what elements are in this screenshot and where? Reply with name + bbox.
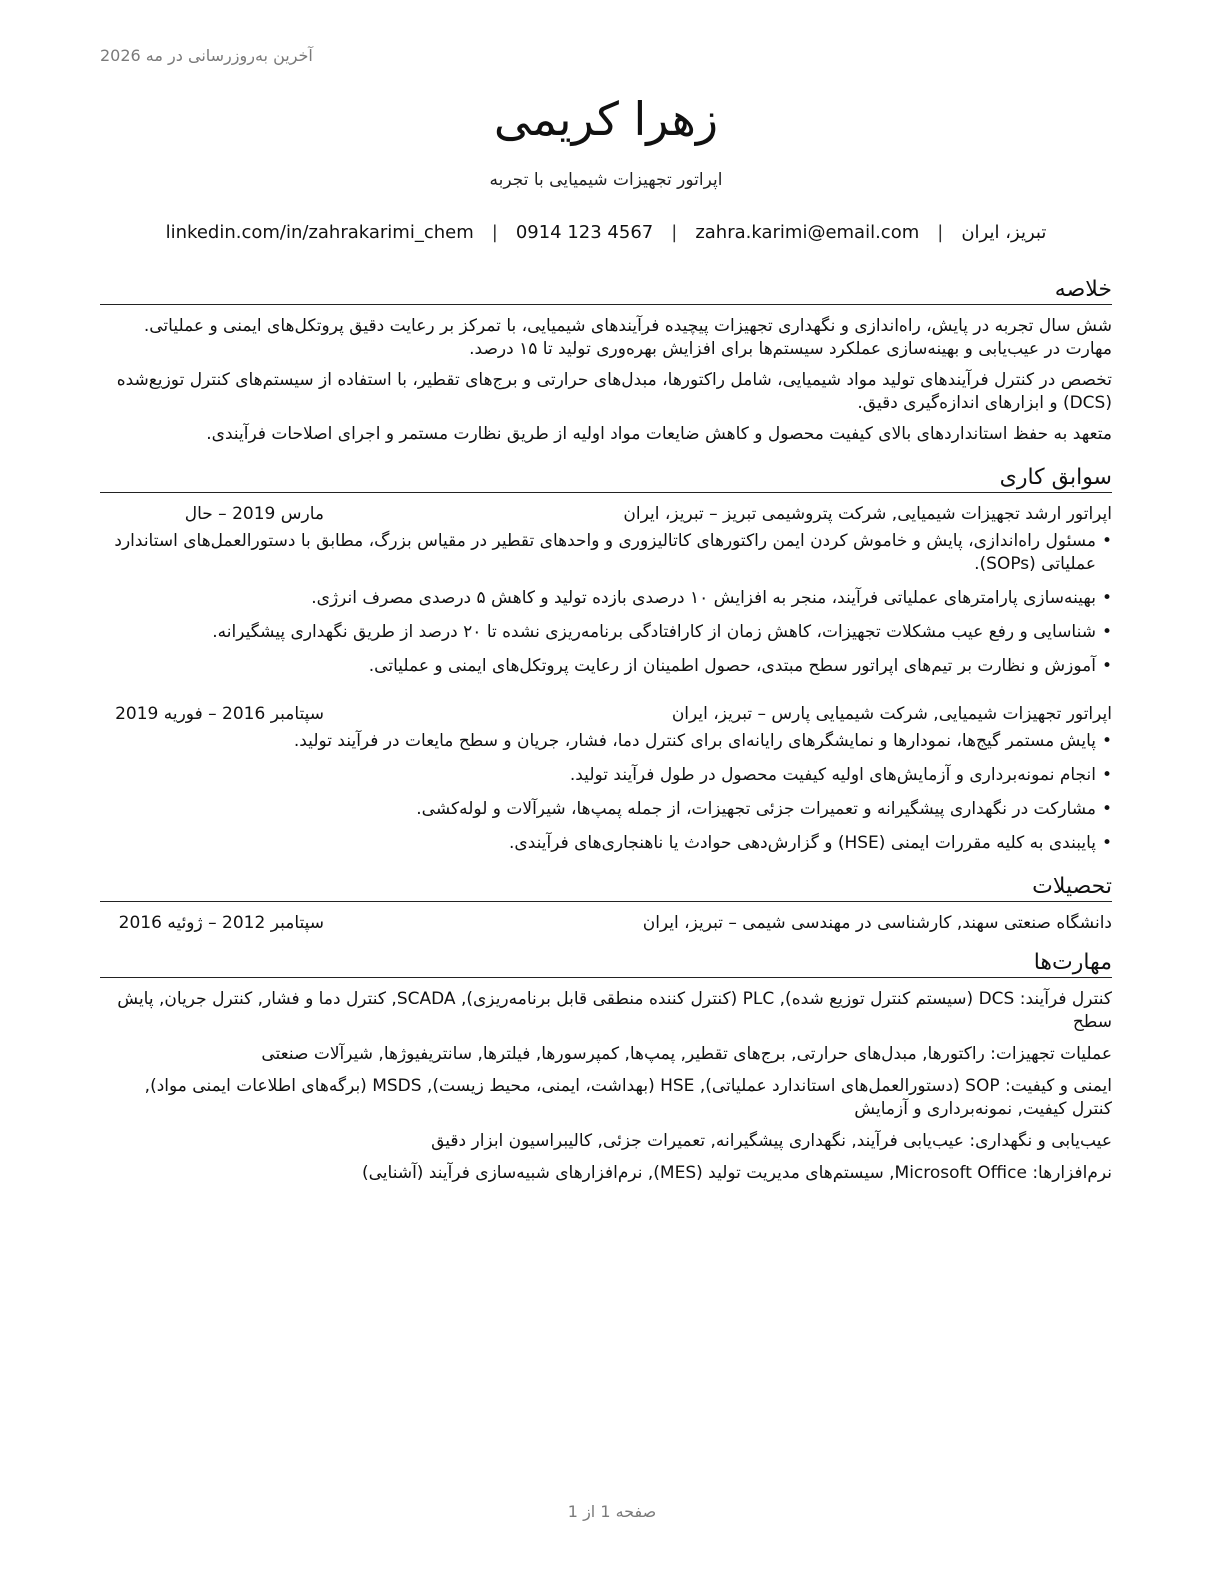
skills-section [100,949,1112,1185]
job-entry [100,503,1112,678]
job-bullet: • انجام نمونه‌برداری و آزمایش‌های اولیه کیفیت محصول در طول فرآیند تولید. [100,764,1112,787]
job-bullet: • پایبندی به کلیه مقررات ایمنی (HSE) و گزارش‌دهی حوادث یا ناهنجاری‌های فرآیندی. [100,832,1112,855]
job-bullet: • پایش مستمر گیج‌ها، نمودارها و نمایشگرهای رایانه‌ای برای کنترل دما، فشار، جریان و سطح مایعات در فرآیند تولید. [100,730,1112,753]
education-heading: تحصیلات [100,873,1112,902]
experience-section [100,464,1112,855]
contact-linkedin[interactable]: linkedin.com/in/zahrakarimi_chem [165,222,474,243]
summary-heading: خلاصه [100,276,1112,305]
education-degree: دانشگاه صنعتی سهند, کارشناسی در مهندسی شیمی – تبریز، ایران [642,913,1112,933]
page-footer: صفحه 1 از 1 [567,1502,657,1521]
contact-separator: | [937,222,944,243]
contact-phone[interactable]: 0914 123 4567 [515,222,654,243]
contact-separator: | [491,222,498,243]
skill-line: کنترل فرآیند: DCS (سیستم کنترل توزیع شده), PLC (کنترل کننده منطقی قابل برنامه‌ریزی), SCADA, کنترل دما و فشار, کنترل جریان, پایش سطح [117,989,1112,1032]
last-updated: آخرین به‌روزرسانی در مه 2026 [100,46,313,65]
summary-section [100,276,1112,446]
job-bullets [100,530,1112,678]
job-bullet: • آموزش و نظارت بر تیم‌های اپراتور سطح مبتدی، حصول اطمینان از رعایت پروتکل‌های ایمنی و عملیاتی. [100,655,1112,678]
contact-separator: | [671,222,678,243]
skill-line: نرم‌افزارها: Microsoft Office, سیستم‌های مدیریت تولید (MES), نرم‌افزارهای شبیه‌سازی فرآیند (آشنایی) [362,1163,1112,1183]
job-bullet: • مسئول راه‌اندازی، پایش و خاموش کردن ایمن راکتورهای کاتالیزوری و واحدهای تقطیر در مقیاس بزرگ، مطابق با دستورالعمل‌های استاندارد عملیاتی (SOPs). [100,530,1112,576]
job-bullets [100,730,1112,855]
resume-page [100,0,1112,1584]
job-bullet: • بهینه‌سازی پارامترهای عملیاتی فرآیند، منجر به افزایش ۱۰ درصدی بازده تولید و کاهش ۵ درصدی مصرف انرژی. [100,587,1112,610]
education-dates: سپتامبر 2012 – ژوئیه 2016 [118,913,324,933]
candidate-name: زهرا کریمی [493,92,719,146]
job-bullet: • شناسایی و رفع عیب مشکلات تجهیزات، کاهش زمان از کارافتادگی برنامه‌ریزی نشده تا ۲۰ درصد از طریق نگهداری پیشگیرانه. [100,621,1112,644]
job-role: اپراتور تجهیزات شیمیایی, شرکت شیمیایی پارس – تبریز، ایران [671,704,1112,724]
skill-line: عیب‌یابی و نگهداری: عیب‌یابی فرآیند, نگهداری پیشگیرانه, تعمیرات جزئی, کالیبراسیون ابزار دقیق [431,1131,1112,1151]
education-entry [100,912,1112,935]
contact-email[interactable]: zahra.karimi@email.com [695,222,920,243]
job-role: اپراتور ارشد تجهیزات شیمیایی, شرکت پتروشیمی تبریز – تبریز، ایران [623,504,1112,524]
skill-line: عملیات تجهیزات: راکتورها, مبدل‌های حرارتی, برج‌های تقطیر, پمپ‌ها, کمپرسورها, فیلترها, سانتریفیوژها, شیرآلات صنعتی [261,1044,1112,1064]
contact-line [100,222,1112,243]
resume-content [100,276,1112,1194]
job-header [100,503,1112,526]
job-header [100,703,1112,726]
skills-heading: مهارت‌ها [100,949,1112,978]
education-section [100,873,1112,935]
job-bullet: • مشارکت در نگهداری پیشگیرانه و تعمیرات جزئی تجهیزات، از جمله پمپ‌ها، شیرآلات و لوله‌کشی. [100,798,1112,821]
experience-heading: سوابق کاری [100,464,1112,493]
summary-paragraph: متعهد به حفظ استانداردهای بالای کیفیت محصول و کاهش ضایعات مواد اولیه از طریق نظارت مستمر و اجرای اصلاحات فرآیندی. [206,424,1112,444]
summary-paragraph: شش سال تجربه در پایش، راه‌اندازی و نگهداری تجهیزات پیچیده فرآیندهای شیمیایی، با تمرکز بر رعایت دقیق پروتکل‌های ایمنی و عملیاتی. مهارت در عیب‌یابی و بهینه‌سازی عملکرد سیستم‌ها برای افزایش بهره‌وری تولید تا ۱۵ درصد. [143,316,1112,359]
job-dates: مارس 2019 – حال [184,504,324,524]
summary-paragraph: تخصص در کنترل فرآیندهای تولید مواد شیمیایی، شامل راکتورها، مبدل‌های حرارتی و برج‌های تقطیر، با استفاده از سیستم‌های کنترل توزیع‌شده (DCS) و ابزارهای اندازه‌گیری دقیق. [116,370,1112,413]
job-dates: سپتامبر 2016 – فوریه 2019 [115,704,324,724]
candidate-title: اپراتور تجهیزات شیمیایی با تجربه [489,170,723,190]
job-entry [100,703,1112,855]
contact-location: تبریز، ایران [961,222,1047,243]
skill-line: ایمنی و کیفیت: SOP (دستورالعمل‌های استاندارد عملیاتی), HSE (بهداشت، ایمنی، محیط زیست), MSDS (برگه‌های اطلاعات ایمنی مواد), کنترل کیفیت, نمونه‌برداری و آزمایش [144,1076,1112,1119]
